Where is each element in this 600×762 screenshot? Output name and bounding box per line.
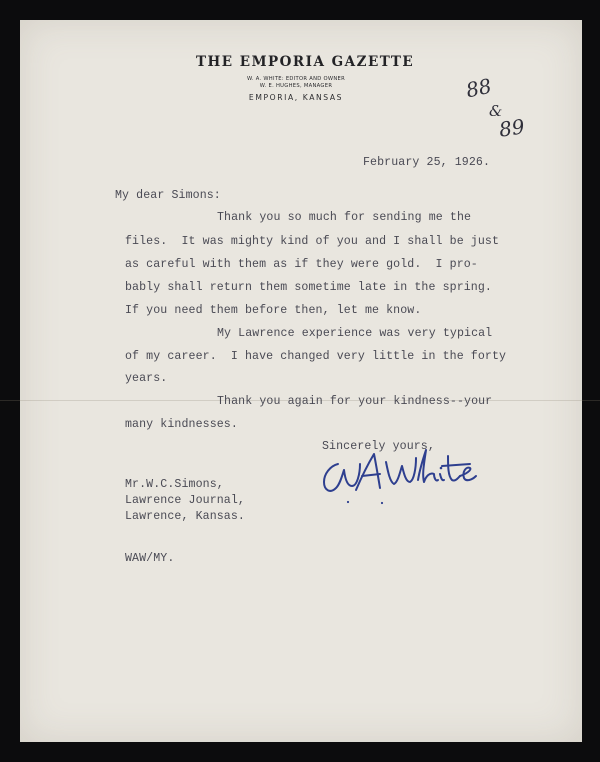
body-line: bably shall return them sometime late in the spring. bbox=[125, 281, 492, 294]
body-line: If you need them before then, let me know. bbox=[125, 304, 422, 317]
letterhead-manager-line: W. E. HUGHES, MANAGER bbox=[259, 83, 333, 89]
body-line: of my career. I have changed very little in the forty bbox=[125, 350, 507, 363]
letterhead-editor-line: W. A. WHITE: EDITOR AND OWNER bbox=[246, 76, 346, 82]
reference-initials: WAW/MY. bbox=[125, 552, 175, 565]
body-line: years. bbox=[125, 372, 168, 385]
recipient-line: Lawrence Journal, bbox=[125, 494, 245, 507]
body-line: many kindnesses. bbox=[125, 418, 238, 431]
letter-salutation: My dear Simons: bbox=[115, 189, 221, 202]
letter-page bbox=[20, 20, 582, 742]
letterhead-title: THE EMPORIA GAZETTE bbox=[196, 54, 415, 70]
recipient-line: Lawrence, Kansas. bbox=[125, 510, 245, 523]
letterhead-location: EMPORIA, KANSAS bbox=[248, 93, 344, 102]
handwritten-note-88: 88 bbox=[463, 73, 494, 103]
handwritten-note-ampersand: & bbox=[489, 102, 503, 120]
body-line: My Lawrence experience was very typical bbox=[217, 327, 493, 340]
handwritten-note-89: 89 bbox=[497, 114, 526, 142]
letter-date: February 25, 1926. bbox=[363, 156, 491, 169]
body-line: as careful with them as if they were gold. I pro- bbox=[125, 258, 478, 271]
body-line: files. It was mighty kind of you and I shall be just bbox=[125, 235, 500, 248]
body-line: Thank you again for your kindness--your bbox=[217, 395, 493, 408]
letter-closing: Sincerely yours, bbox=[322, 440, 435, 453]
body-line: Thank you so much for sending me the bbox=[217, 211, 472, 224]
handwritten-signature bbox=[300, 430, 485, 505]
recipient-line: Mr.W.C.Simons, bbox=[125, 478, 224, 491]
